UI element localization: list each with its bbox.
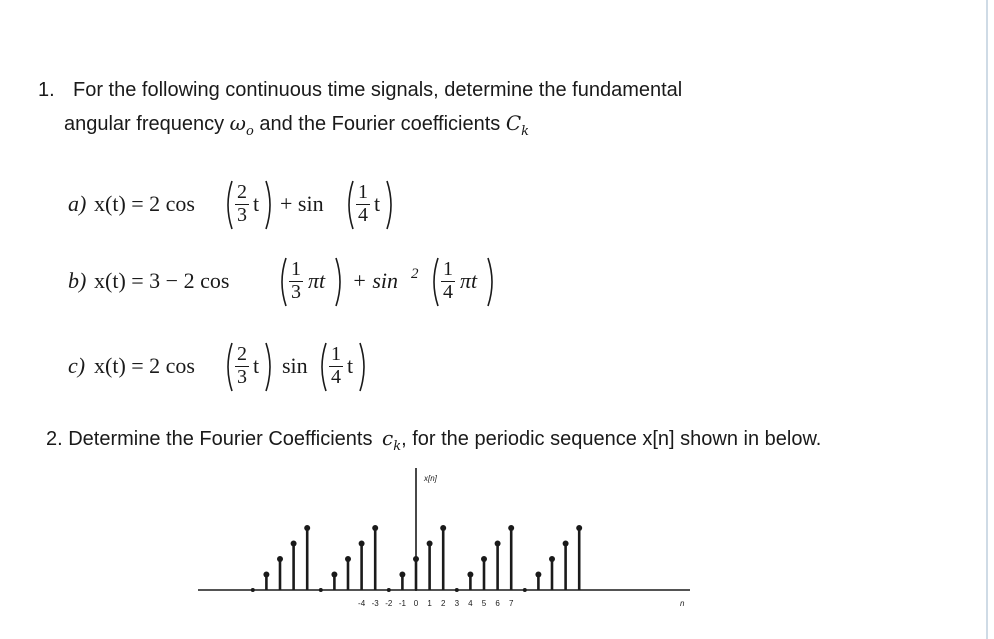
stem-point: [563, 541, 569, 547]
stem-point: [372, 525, 378, 531]
stem-point: [387, 588, 391, 592]
question-1-text: For the following continuous time signals, determine the fundamental: [73, 79, 683, 101]
stem-point: [277, 556, 283, 562]
eq-a-label: a): [68, 191, 87, 216]
right-paren-icon: [358, 342, 370, 392]
left-paren-icon: [222, 342, 234, 392]
left-paren-icon: [276, 257, 288, 307]
tick-label: -2: [385, 599, 393, 608]
eq-b-label: b): [68, 268, 87, 293]
stem-point: [291, 541, 297, 547]
tick-label: 6: [495, 599, 500, 608]
eq-a-var1: t: [253, 191, 260, 216]
stem-point: [495, 541, 501, 547]
stem-point: [467, 572, 473, 578]
right-paren-icon: [264, 180, 276, 230]
eq-a-op: + sin: [280, 191, 324, 216]
q2-prefix: 2. Determine the Fourier Coefficients: [46, 428, 373, 450]
eq-c-var1: t: [253, 353, 260, 378]
question-2-text: [46, 428, 821, 453]
stem-point: [576, 525, 582, 531]
omega-symbol: $\omega_o$: [229, 111, 254, 139]
eq-a-lhs: x(t) = 2 cos: [94, 191, 195, 216]
stem-point: [427, 541, 433, 547]
tick-label: -3: [371, 599, 379, 608]
tick-label: 1: [427, 599, 432, 608]
q1-mid: and the Fourier coefficients: [259, 113, 501, 135]
stem-point: [399, 572, 405, 578]
equation-a: a) x(t) = 2 cos 2 3 t + sin 1 4 t: [68, 180, 448, 230]
left-paren-icon: [316, 342, 328, 392]
eq-c-var2: t: [347, 353, 354, 378]
stem-point: [345, 556, 351, 562]
stem-point: [440, 525, 446, 531]
q2-suffix: , for the periodic sequence x[n] shown in below.: [401, 428, 822, 450]
stem-point: [549, 556, 555, 562]
right-paren-icon: [334, 257, 346, 307]
stem-point: [251, 588, 255, 592]
stem-point: [535, 572, 541, 578]
tick-label: 7: [508, 599, 514, 608]
q1-prefix: angular frequency: [64, 113, 225, 135]
stem-point: [481, 556, 487, 562]
tick-label: 4: [468, 599, 473, 608]
eq-b-var1: πt: [308, 268, 326, 293]
question-1-text-line2: [64, 113, 529, 138]
tick-label: 2: [440, 599, 446, 608]
tick-labels: [358, 599, 514, 608]
right-paren-icon: [385, 180, 397, 230]
x-axis-label: n: [680, 599, 685, 608]
tick-label: 3: [454, 599, 460, 608]
c-k-symbol: $C_k$: [505, 111, 530, 139]
tick-label: -4: [358, 599, 366, 608]
equation-b: b) x(t) = 3 − 2 cos 1 3 πt + sin 2 1 4 πt: [68, 257, 528, 307]
eq-c-label: c): [68, 353, 86, 378]
c-k-symbol: $c_k$: [382, 426, 402, 454]
right-paren-icon: [486, 257, 498, 307]
left-paren-icon: [343, 180, 355, 230]
tick-label: 5: [481, 599, 487, 608]
stem-point: [331, 572, 337, 578]
equation-c: c) x(t) = 2 cos 2 3 t sin 1 4 t: [68, 342, 428, 392]
tick-label: 0: [413, 599, 419, 608]
plot-title: x[n]: [424, 474, 437, 483]
eq-b-op-sup: 2: [411, 266, 419, 282]
right-paren-icon: [264, 342, 276, 392]
eq-a-var2: t: [374, 191, 381, 216]
question-1-number: 1.: [38, 79, 55, 101]
left-paren-icon: [222, 180, 234, 230]
eq-c-op: sin: [282, 353, 308, 378]
stem-point: [455, 588, 459, 592]
stem-point: [413, 556, 419, 562]
eq-b-lhs: x(t) = 3 − 2 cos: [94, 268, 230, 293]
tick-label: -1: [398, 599, 406, 608]
stem-point: [263, 572, 269, 578]
stem-point: [523, 588, 527, 592]
eq-b-var2: πt: [460, 268, 478, 293]
stem-plot: [0, 460, 994, 630]
stem-point: [508, 525, 514, 531]
stem-point: [319, 588, 323, 592]
left-paren-icon: [428, 257, 440, 307]
stem-point: [359, 541, 365, 547]
stem-point: [304, 525, 310, 531]
eq-c-lhs: x(t) = 2 cos: [94, 353, 195, 378]
eq-b-op: + sin: [352, 268, 399, 293]
